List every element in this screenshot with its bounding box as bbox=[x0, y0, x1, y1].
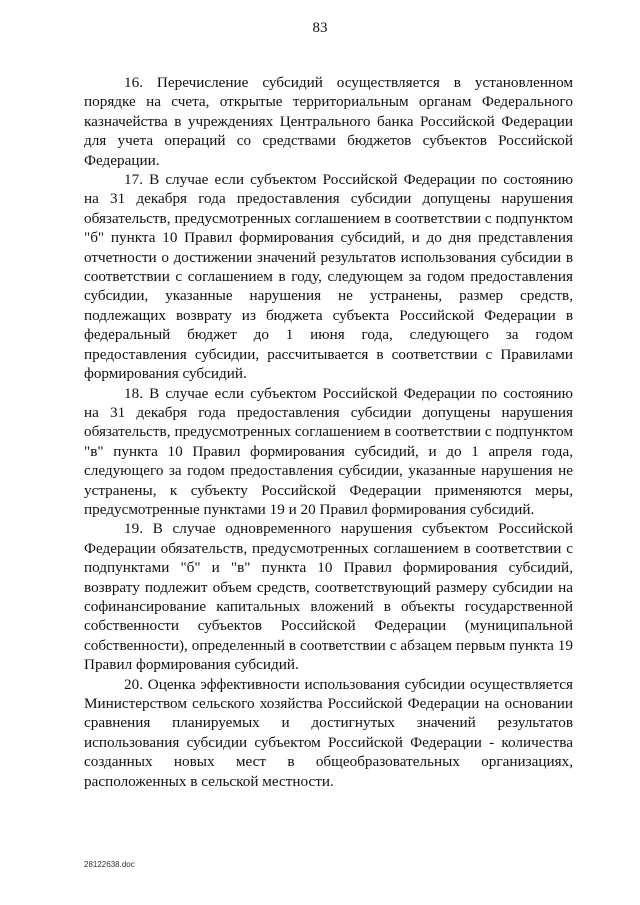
paragraph-20: 20. Оценка эффективности использования субсидии осуществляется Министерством сельского хозяйства Российской Федерации на основании сравнения планируемых и достигнутых значений результатов использования субсидии субъектом Российской Федерации - количества созданных новых мест в общеобразовательных организациях, расположенных в сельской местности. bbox=[84, 675, 573, 790]
document-body bbox=[84, 73, 573, 791]
paragraph-17: 17. В случае если субъектом Российской Федерации по состоянию на 31 декабря года предоставления субсидии допущены нарушения обязательств, предусмотренных соглашением в соответствии с подпунктом "б" пункта 10 Правил формирования субсидий, и до дня представления отчетности о достижении значений результатов использования субсидии в соответствии с соглашением в году, следующем за годом предоставления субсидии, указанные нарушения не устранены, размер средств, подлежащих возврату из бюджета субъекта Российской Федерации в федеральный бюджет до 1 июня года, следующего за годом предоставления субсидии, рассчитывается в соответствии с Правилами формирования субсидий. bbox=[84, 171, 573, 383]
paragraph-16: 16. Перечисление субсидий осуществляется в установленном порядке на счета, открытые территориальным органам Федерального казначейства в учреждениях Центрального банка Российской Федерации для учета операций со средствами бюджетов субъектов Российской Федерации. bbox=[84, 74, 573, 169]
page-number: 83 bbox=[312, 20, 328, 36]
paragraph-19: 19. В случае одновременного нарушения субъектом Российской Федерации обязательств, предусмотренных соглашением в соответствии с подпунктами "б" и "в" пункта 10 Правил формирования субсидий, возврату подлежит объем средств, соответствующий размеру субсидии на софинансирование капитальных вложений в объекты государственной собственности субъектов Российской Федерации (муниципальной собственности), определенный в соответствии с абзацем первым пункта 19 Правил формирования субсидий. bbox=[84, 520, 573, 674]
paragraph-18: 18. В случае если субъектом Российской Федерации по состоянию на 31 декабря года предоставления субсидии допущены нарушения обязательств, предусмотренных соглашением в соответствии с подпунктом "в" пункта 10 Правил формирования субсидий, и до 1 апреля года, следующего за годом предоставления субсидии, указанные нарушения не устранены, к субъекту Российской Федерации применяются меры, предусмотренные пунктами 19 и 20 Правил формирования субсидий. bbox=[84, 384, 573, 518]
footer-filename: 28122638.doc bbox=[84, 860, 135, 869]
